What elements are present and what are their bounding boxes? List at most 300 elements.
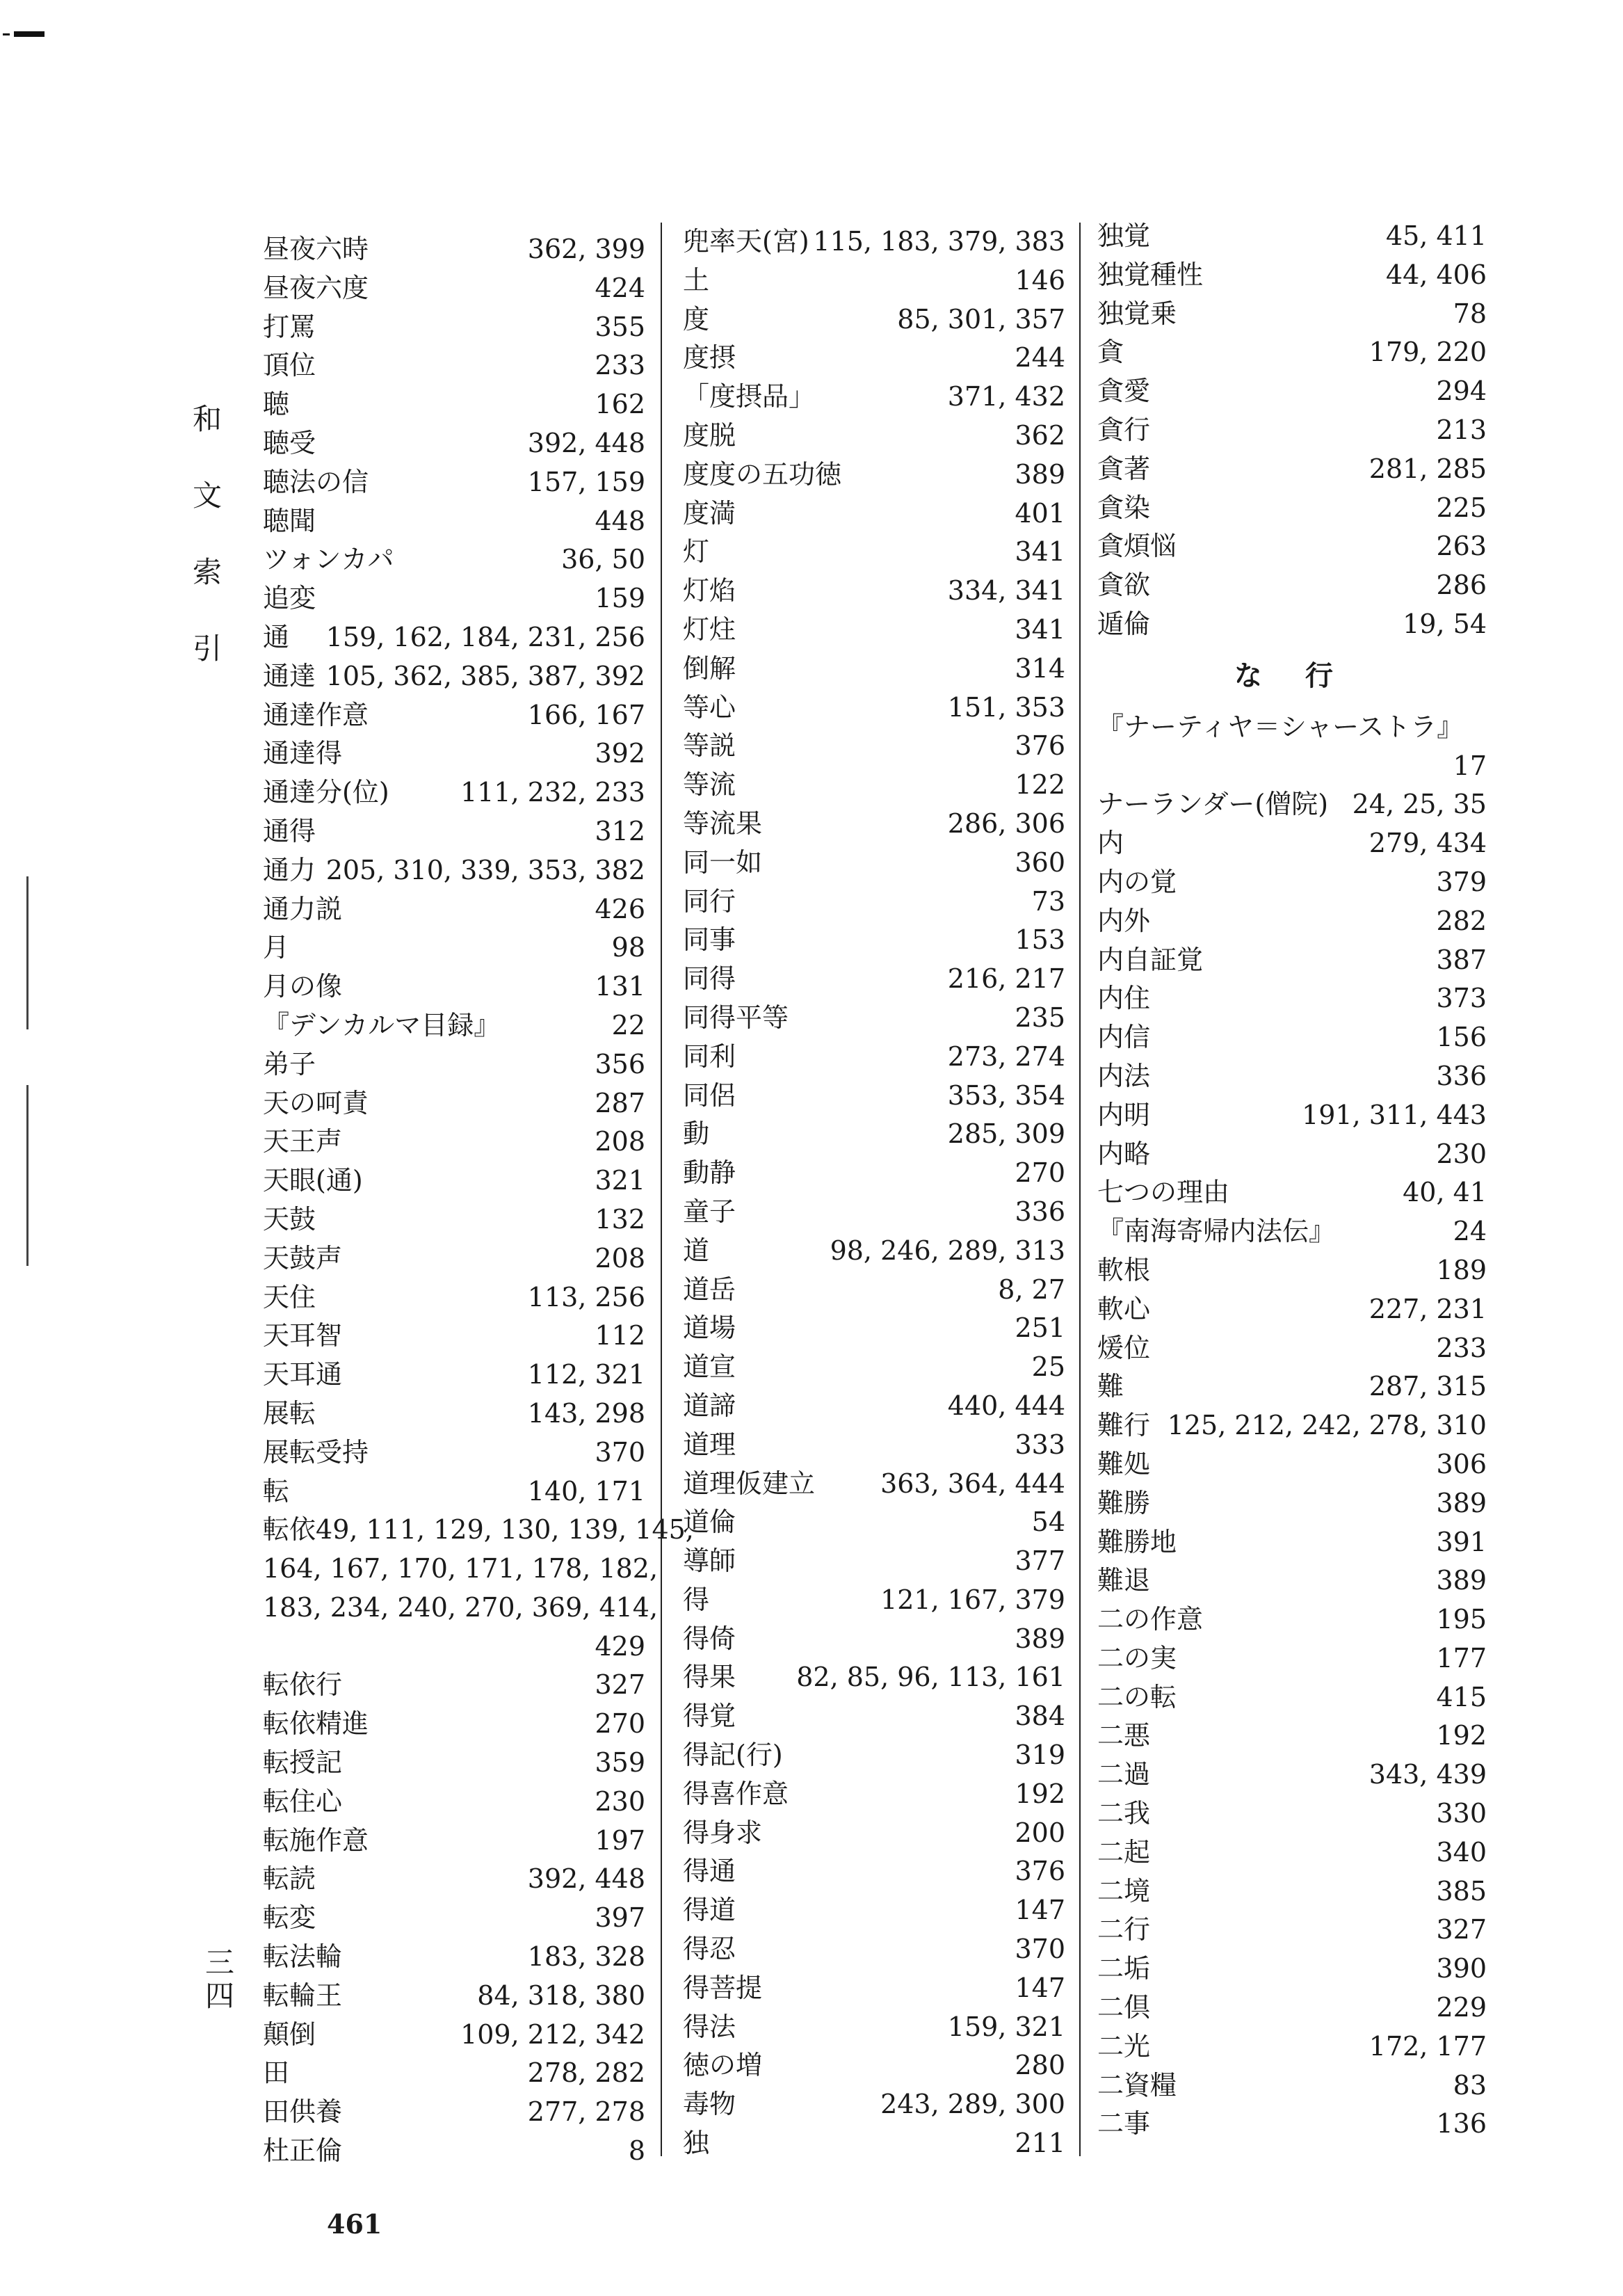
index-term: 天鼓	[263, 1203, 316, 1235]
index-term: 転輪王	[263, 1980, 343, 2011]
index-term: 二垢	[1097, 1953, 1151, 1984]
index-page-refs: 159	[595, 583, 645, 614]
index-entry	[683, 1658, 1065, 1697]
index-entry	[1097, 1795, 1487, 1833]
index-term: 通	[263, 621, 290, 652]
index-term: 道岳	[683, 1274, 736, 1305]
index-entry	[263, 1511, 694, 1550]
index-term: 内	[1097, 828, 1124, 859]
index-page-refs: 362, 399	[527, 234, 645, 264]
index-page-refs: 147	[1015, 1972, 1065, 2003]
index-entry	[1097, 1484, 1487, 1523]
index-page-refs: 45, 411	[1385, 220, 1487, 251]
running-title	[186, 381, 228, 687]
index-page-refs: 179, 220	[1368, 337, 1487, 368]
index-page-refs: 426	[595, 893, 645, 924]
index-entry	[683, 339, 1065, 378]
index-page-refs: 355	[595, 311, 645, 342]
index-term: 内略	[1097, 1138, 1151, 1169]
index-page-refs: 280	[1015, 2050, 1065, 2081]
index-entry	[263, 1860, 645, 1899]
index-entry	[263, 890, 645, 929]
index-page-refs: 131	[595, 971, 645, 1002]
index-entry	[683, 1503, 1065, 1542]
index-page-refs: 22	[611, 1009, 645, 1041]
index-term: 展転	[263, 1397, 316, 1429]
index-term: 二の作意	[1097, 1604, 1204, 1635]
index-entry	[1097, 527, 1487, 566]
index-term: 顛倒	[263, 2018, 316, 2050]
index-page-refs: 105, 362, 385, 387, 392	[325, 660, 645, 691]
index-page-refs: 392	[595, 738, 645, 769]
index-page-refs: 125, 212, 242, 278, 310	[1167, 1410, 1487, 1441]
index-page-refs: 143, 298	[527, 1397, 645, 1429]
scan-edge-line	[26, 876, 29, 1029]
index-entry	[683, 1193, 1065, 1232]
index-term: 難	[1097, 1371, 1124, 1402]
index-term: 二倶	[1097, 1992, 1151, 2023]
index-entry	[683, 1775, 1065, 1814]
index-entry	[1097, 1523, 1487, 1562]
index-entry	[1097, 1329, 1487, 1368]
index-entry	[683, 1115, 1065, 1154]
index-term: 等説	[683, 730, 736, 762]
index-entry	[263, 1356, 645, 1395]
index-entry	[1097, 1290, 1487, 1329]
index-term: 聴受	[263, 427, 316, 458]
index-page-refs: 263	[1436, 531, 1487, 562]
index-page-refs: 270	[595, 1708, 645, 1740]
index-page-refs: 336	[1015, 1196, 1065, 1227]
index-page-refs: 333	[1015, 1429, 1065, 1460]
index-page-refs: 391	[1436, 1526, 1487, 1557]
index-entry	[263, 1084, 645, 1123]
index-page-refs: 389	[1436, 1487, 1487, 1518]
index-term: 同得平等	[683, 1002, 789, 1033]
index-page-refs: 24	[1453, 1216, 1487, 1247]
index-page-refs: 233	[1436, 1332, 1487, 1363]
index-page-refs: 370	[1015, 1934, 1065, 1965]
index-term: 内の覚	[1097, 866, 1177, 897]
index-term: 二悪	[1097, 1720, 1151, 1751]
index-entry	[263, 1278, 645, 1317]
index-term: 度脱	[683, 419, 736, 451]
index-entry	[263, 1666, 645, 1705]
index-term: 転依行	[263, 1669, 343, 1701]
index-page-refs: 151, 353	[947, 691, 1065, 723]
index-term: 貪愛	[1097, 376, 1151, 407]
index-page-refs: 98	[611, 932, 645, 963]
index-entry	[683, 1697, 1065, 1736]
index-entry	[683, 533, 1065, 572]
index-term: 得	[683, 1584, 710, 1615]
index-entry	[263, 1472, 645, 1511]
index-entry	[1097, 566, 1487, 605]
index-page-refs: 147	[1015, 1895, 1065, 1926]
index-page-refs: 8	[628, 2135, 645, 2167]
index-entry-continuation: 164, 167, 170, 171, 178, 182,	[263, 1553, 659, 1584]
index-entry	[683, 223, 1065, 262]
index-term: 田	[263, 2057, 290, 2089]
index-page-refs: 392, 448	[527, 1863, 645, 1895]
index-entry	[263, 1006, 645, 1045]
index-term: 内法	[1097, 1060, 1151, 1091]
index-entry	[683, 1814, 1065, 1853]
index-entry	[263, 308, 645, 347]
index-page-refs: 136	[1436, 2108, 1487, 2140]
index-term: 軟根	[1097, 1254, 1151, 1285]
index-term: 転変	[263, 1902, 316, 1934]
kanji-page-number-char: 四	[204, 1979, 234, 2013]
index-page-refs: 343, 439	[1368, 1759, 1487, 1790]
index-entry	[683, 921, 1065, 960]
index-term: 天眼(通)	[263, 1165, 363, 1196]
index-term: 「度摂品」	[683, 381, 816, 412]
index-page-refs: 146	[1015, 264, 1065, 296]
index-entry	[1097, 785, 1487, 824]
index-entry	[263, 618, 645, 657]
index-term: 得忍	[683, 1934, 736, 1965]
index-entry	[263, 929, 645, 968]
index-term: 転読	[263, 1863, 316, 1895]
column-divider	[1079, 223, 1081, 2156]
index-term: 度満	[683, 497, 736, 529]
index-term: 独覚乗	[1097, 298, 1177, 329]
index-page-refs: 384	[1015, 1701, 1065, 1732]
index-page-refs: 287	[595, 1087, 645, 1118]
index-term: 通達得	[263, 738, 343, 769]
index-page-refs: 24, 25, 35	[1352, 789, 1487, 820]
index-entry-continuation: 429	[595, 1630, 645, 1662]
index-page-refs: 278, 282	[527, 2057, 645, 2089]
index-term: 毒物	[683, 2089, 736, 2120]
index-term: 二境	[1097, 1875, 1151, 1906]
index-term: 『デンカルマ目録』	[263, 1009, 501, 1041]
index-entry	[683, 1154, 1065, 1193]
index-page-refs: 281, 285	[1368, 453, 1487, 484]
index-term: 道理仮建立	[683, 1468, 816, 1499]
index-term: 得倚	[683, 1623, 736, 1654]
index-page-refs: 359	[595, 1747, 645, 1779]
index-page-refs: 197	[595, 1824, 645, 1856]
index-entry	[263, 1938, 645, 1977]
index-entry	[1097, 450, 1487, 489]
index-entry	[1097, 489, 1487, 528]
index-entry	[1097, 1173, 1487, 1212]
index-entry	[263, 502, 645, 541]
index-page-refs: 330	[1436, 1798, 1487, 1829]
index-entry	[683, 1581, 1065, 1620]
index-page-refs: 321	[595, 1165, 645, 1196]
index-page-refs: 156	[1436, 1022, 1487, 1053]
index-term: 難行	[1097, 1410, 1151, 1441]
index-entry	[263, 1123, 645, 1162]
index-page-refs: 208	[595, 1242, 645, 1274]
index-page-refs: 54	[1031, 1507, 1065, 1538]
index-entry	[683, 572, 1065, 611]
index-entry	[263, 424, 645, 463]
index-term: 内住	[1097, 983, 1151, 1014]
index-page-refs: 122	[1015, 769, 1065, 801]
index-term: 月の像	[263, 971, 343, 1002]
index-term: 天の呵責	[263, 1087, 369, 1118]
index-entry	[263, 579, 645, 618]
index-term: 軟心	[1097, 1293, 1151, 1324]
index-term: 得喜作意	[683, 1778, 789, 1809]
index-entry	[1097, 256, 1487, 295]
index-page-refs: 327	[1436, 1914, 1487, 1945]
index-term: 転住心	[263, 1785, 343, 1817]
index-page-refs: 172, 177	[1368, 2030, 1487, 2062]
index-entry	[263, 463, 645, 502]
index-page-refs: 229	[1436, 1992, 1487, 2023]
index-term: 七つの理由	[1097, 1177, 1230, 1208]
index-entry	[683, 650, 1065, 689]
index-term: 聴法の信	[263, 466, 369, 497]
index-entry	[1097, 1600, 1487, 1639]
index-page-refs: 306	[1436, 1448, 1487, 1479]
index-entry	[683, 1736, 1065, 1775]
index-entry	[1097, 1950, 1487, 1989]
index-page-refs: 140, 171	[527, 1475, 645, 1507]
index-page-refs: 244	[1015, 342, 1065, 374]
running-title-char: 索	[192, 555, 222, 589]
index-entry	[1097, 1756, 1487, 1795]
index-entry	[263, 1239, 645, 1278]
index-entry	[683, 2085, 1065, 2124]
index-page-refs: 216, 217	[947, 963, 1065, 995]
index-entry	[683, 960, 1065, 999]
index-entry	[683, 1969, 1065, 2008]
index-entry	[263, 2016, 645, 2055]
index-entry	[263, 346, 645, 385]
index-term: 同事	[683, 924, 736, 956]
index-entry	[263, 540, 645, 579]
index-page-refs: 251	[1015, 1312, 1065, 1344]
index-page-refs: 376	[1015, 730, 1065, 762]
index-page-refs: 84, 318, 380	[477, 1980, 645, 2011]
index-term: 昼夜六度	[263, 272, 369, 303]
index-term: 得覚	[683, 1701, 736, 1732]
index-term: 得果	[683, 1662, 736, 1693]
scan-edge-mark	[0, 28, 50, 36]
index-entry	[263, 1899, 645, 1938]
index-page-refs: 385	[1436, 1875, 1487, 1906]
index-page-refs: 277, 278	[527, 2096, 645, 2128]
index-term: 二資糧	[1097, 2069, 1177, 2101]
index-entry	[683, 1930, 1065, 1969]
index-page-refs: 273, 274	[947, 1041, 1065, 1072]
index-entry	[683, 2046, 1065, 2085]
index-entry-continuation: 183, 234, 240, 270, 369, 414,	[263, 1591, 659, 1623]
index-page-refs: 111, 232, 233	[460, 777, 645, 808]
index-entry	[263, 269, 645, 308]
index-entry	[263, 734, 645, 773]
index-term: 聴	[263, 389, 290, 420]
index-entry	[683, 844, 1065, 883]
index-page-refs: 159, 162, 184, 231, 256	[325, 621, 645, 652]
index-term: 得記(行)	[683, 1740, 783, 1771]
index-entry	[683, 1038, 1065, 1077]
index-term: 得菩提	[683, 1972, 763, 2003]
index-page-refs: 183, 328	[527, 1941, 645, 1973]
index-term: 内外	[1097, 905, 1151, 936]
index-term: 通力	[263, 854, 316, 885]
index-page-refs: 115, 183, 379, 383	[813, 226, 1065, 257]
index-entry	[683, 1852, 1065, 1891]
index-entry	[1097, 1018, 1487, 1057]
index-term: 転法輪	[263, 1941, 343, 1973]
index-entry	[263, 657, 645, 696]
index-page-refs: 36, 50	[561, 544, 645, 575]
index-term: 同行	[683, 885, 736, 917]
index-page-refs: 225	[1436, 492, 1487, 523]
index-term: 転施作意	[263, 1824, 369, 1856]
index-entry	[1097, 1833, 1487, 1872]
index-entry	[1097, 824, 1487, 863]
index-term: 『南海寄帰内法伝』	[1097, 1216, 1336, 1247]
index-term: 転	[263, 1475, 290, 1507]
scan-edge-line	[26, 1085, 29, 1266]
index-entry	[1097, 1367, 1487, 1406]
index-page-refs: 334, 341	[947, 575, 1065, 607]
index-term: 通達	[263, 660, 316, 691]
index-page-refs: 166, 167	[527, 699, 645, 730]
index-entry	[263, 1045, 645, 1084]
index-entry	[683, 262, 1065, 300]
index-page-refs: 19, 54	[1403, 608, 1487, 639]
index-term: 貪染	[1097, 492, 1151, 523]
index-page-refs: 191, 311, 443	[1302, 1099, 1487, 1130]
index-term: 道宣	[683, 1351, 736, 1383]
index-term: 遁倫	[1097, 608, 1151, 639]
index-page-refs: 78	[1453, 298, 1487, 329]
index-term: 得通	[683, 1856, 736, 1887]
index-entry	[683, 1465, 1065, 1504]
index-page-refs: 389	[1015, 458, 1065, 490]
index-term: 兜率天(宮)	[683, 226, 809, 257]
index-term: 導師	[683, 1546, 736, 1577]
index-term: 二行	[1097, 1914, 1151, 1945]
index-entry	[263, 1783, 645, 1822]
index-page-refs: 230	[1436, 1138, 1487, 1169]
index-entry	[1097, 1911, 1487, 1950]
index-page-refs: 356	[595, 1048, 645, 1079]
index-page-refs: 285, 309	[947, 1118, 1065, 1150]
index-term: 二の実	[1097, 1642, 1177, 1673]
index-page-refs: 98, 246, 289, 313	[830, 1235, 1065, 1266]
index-page-refs: 233	[595, 350, 645, 381]
index-term: 天鼓声	[263, 1242, 343, 1274]
index-page-refs: 82, 85, 96, 113, 161	[796, 1662, 1065, 1693]
index-term: 杜正倫	[263, 2135, 343, 2167]
index-page-refs: 390	[1436, 1953, 1487, 1984]
index-term: 『ナーティヤ＝シャーストラ』	[1097, 711, 1464, 742]
index-page-refs: 440, 444	[947, 1390, 1065, 1421]
index-entry	[263, 1822, 645, 1861]
index-term: 二光	[1097, 2030, 1151, 2062]
index-page-refs: 109, 212, 342	[460, 2018, 645, 2050]
index-term: 追変	[263, 583, 316, 614]
index-entry	[263, 1395, 645, 1434]
index-entry	[683, 417, 1065, 456]
index-page-refs: 389	[1015, 1623, 1065, 1654]
index-page-refs: 314	[1015, 652, 1065, 684]
index-entry	[683, 883, 1065, 922]
index-page-refs: 112	[595, 1320, 645, 1351]
index-term: 独覚種性	[1097, 259, 1204, 290]
index-entry	[263, 2093, 645, 2132]
index-entry	[263, 696, 645, 735]
index-entry	[683, 1426, 1065, 1465]
index-entry	[263, 773, 645, 812]
index-entry	[1097, 1057, 1487, 1096]
index-entry	[263, 1434, 645, 1472]
index-entry	[683, 766, 1065, 805]
running-title-char: 引	[192, 632, 222, 666]
kanji-page-number	[199, 1946, 241, 2013]
index-term: 動	[683, 1118, 710, 1150]
index-page-refs: 415	[1436, 1681, 1487, 1712]
index-page-refs: 341	[1015, 613, 1065, 645]
index-entry	[1097, 1717, 1487, 1756]
index-entry	[1097, 605, 1487, 644]
index-page-refs: 192	[1436, 1720, 1487, 1751]
index-entry	[683, 2008, 1065, 2047]
index-entry	[1097, 1135, 1487, 1174]
index-page-refs: 44, 406	[1385, 259, 1487, 290]
index-term: 天住	[263, 1281, 316, 1312]
index-entry	[1097, 295, 1487, 334]
index-entry	[1097, 1445, 1487, 1484]
index-term: 道理	[683, 1429, 736, 1460]
index-term: 通力説	[263, 893, 343, 924]
index-term: 貪欲	[1097, 570, 1151, 601]
index-term: 煖位	[1097, 1332, 1151, 1363]
index-entry	[683, 1620, 1065, 1659]
index-term: 道諦	[683, 1390, 736, 1421]
index-page-refs: 287, 315	[1368, 1371, 1487, 1402]
index-page-refs: 389	[1436, 1565, 1487, 1596]
index-page-refs: 387	[1436, 944, 1487, 975]
index-entry	[683, 1542, 1065, 1581]
index-column-1	[263, 230, 694, 2171]
index-term: 天耳通	[263, 1359, 343, 1390]
index-term: 二過	[1097, 1759, 1151, 1790]
index-page-refs: 243, 289, 300	[880, 2089, 1065, 2120]
index-entry	[683, 1232, 1065, 1271]
index-entry	[263, 1201, 645, 1239]
index-term: 土	[683, 264, 710, 296]
index-page-refs: 279, 434	[1368, 828, 1487, 859]
index-page-refs: 189	[1436, 1254, 1487, 1285]
index-entry	[1097, 333, 1487, 372]
index-entry	[263, 2054, 645, 2093]
index-entry	[683, 1387, 1065, 1426]
index-entry	[1097, 1212, 1487, 1251]
index-entry	[1097, 1406, 1487, 1445]
index-entry	[1097, 708, 1487, 747]
index-term: 得法	[683, 2011, 736, 2042]
index-term: 貪行	[1097, 414, 1151, 445]
index-entry	[1097, 2066, 1487, 2105]
index-entry	[263, 1317, 645, 1356]
index-page-refs: 121, 167, 379	[880, 1584, 1065, 1615]
index-term: 内自証覚	[1097, 944, 1204, 975]
index-entry	[683, 1309, 1065, 1348]
index-entry	[683, 1077, 1065, 1116]
index-entry	[263, 1162, 645, 1201]
